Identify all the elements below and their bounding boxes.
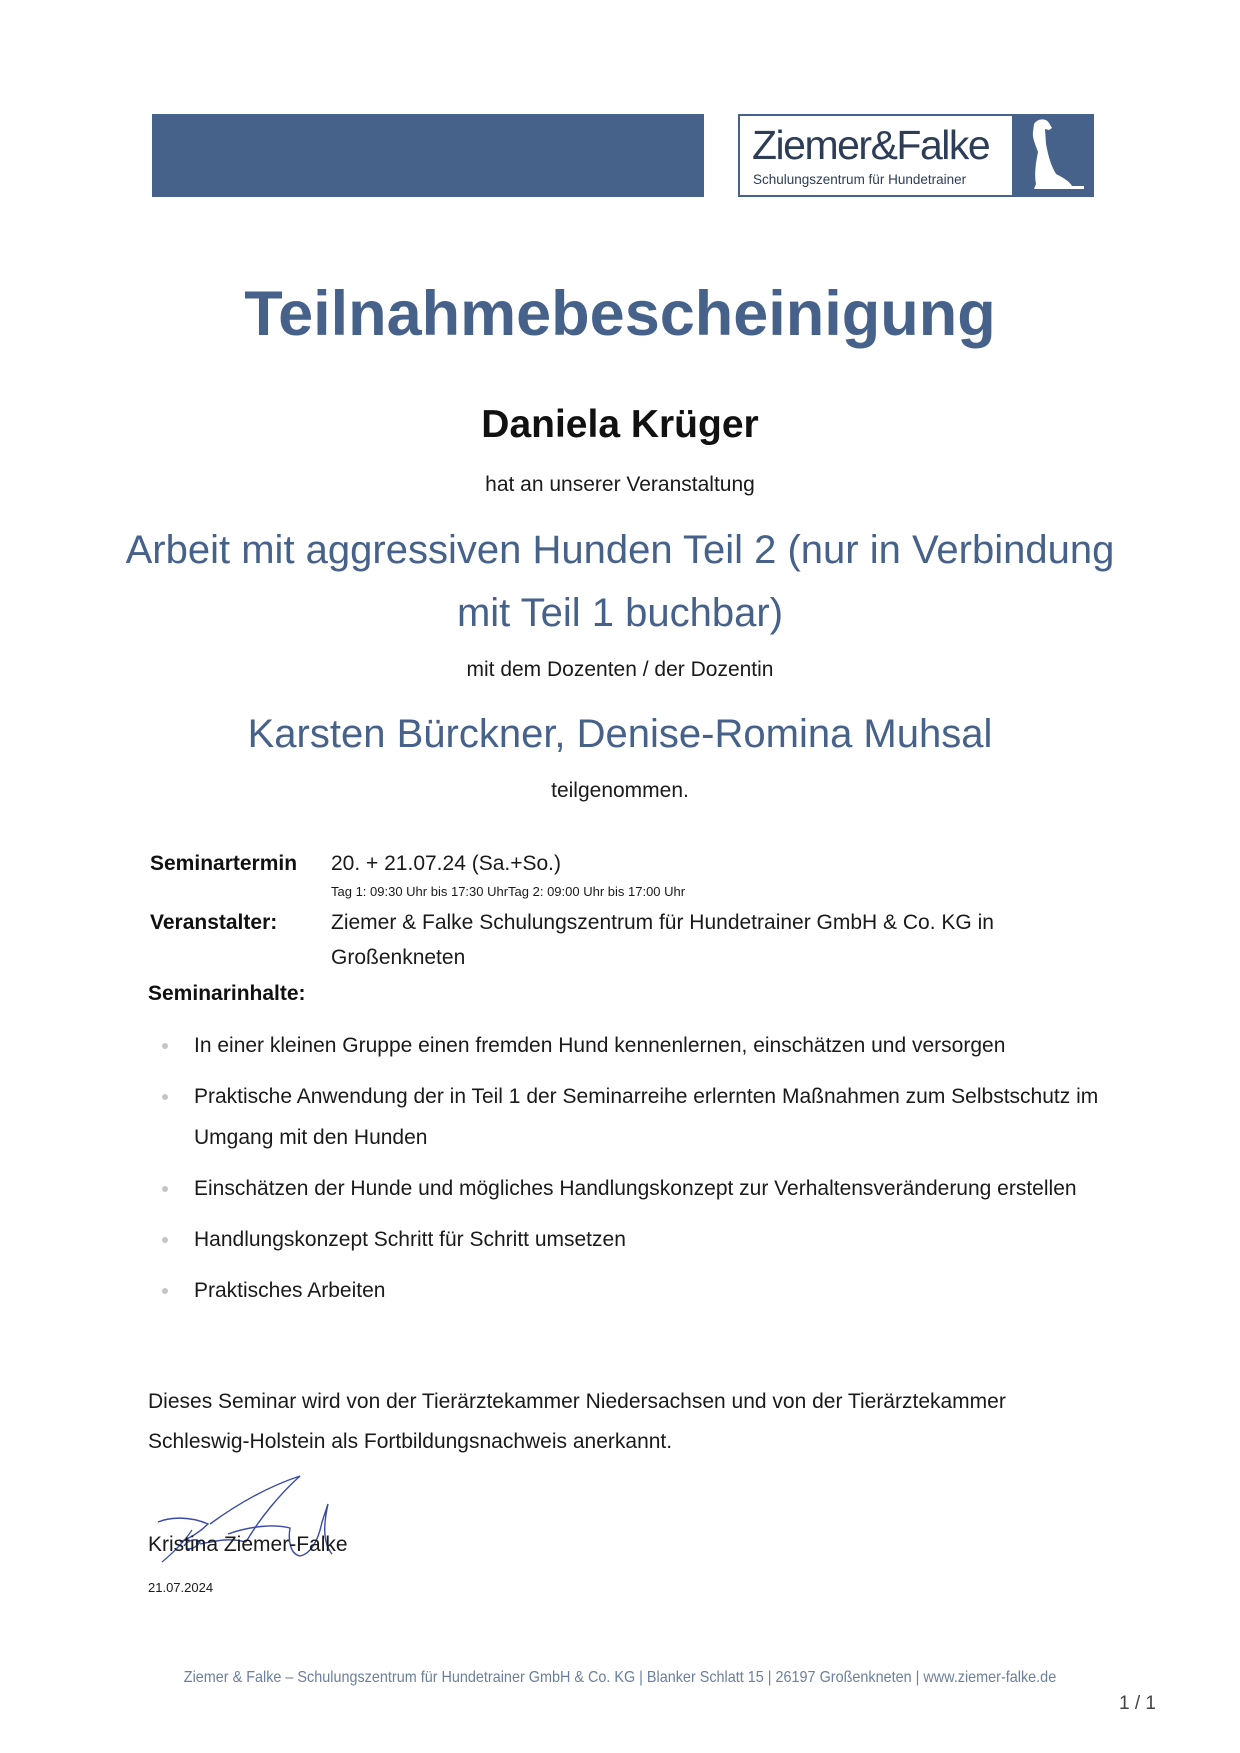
list-item: In einer kleinen Gruppe einen fremden Hund kennenlernen, einschätzen und versorgen <box>150 1025 1100 1066</box>
list-item: Handlungskonzept Schritt für Schritt umsetzen <box>150 1219 1100 1260</box>
list-item: Praktisches Arbeiten <box>150 1270 1100 1311</box>
list-item: Einschätzen der Hunde und mögliches Handlungskonzept zur Verhaltensveränderung erstellen <box>150 1168 1100 1209</box>
organizer-label: Veranstalter: <box>150 911 278 934</box>
page-title: Teilnahmebescheinigung <box>244 279 996 349</box>
participant-name: Daniela Krüger <box>481 403 759 446</box>
seminar-times: Tag 1: 09:30 Uhr bis 17:30 UhrTag 2: 09:00 Uhr bis 17:00 Uhr <box>331 884 686 899</box>
contents-label: Seminarinhalte: <box>148 982 306 1005</box>
outro-text: teilgenommen. <box>551 779 689 802</box>
seminar-date-label: Seminartermin <box>150 852 298 875</box>
course-title: Arbeit mit aggressiven Hunden Teil 2 (nur in Verbindung mit Teil 1 buchbar) <box>125 528 1115 635</box>
signer-name: Kristina Ziemer-Falke <box>148 1533 348 1556</box>
company-logo <box>738 114 1094 197</box>
logo-subtitle: Schulungszentrum für Hundetrainer <box>753 172 967 187</box>
dog-logo-icon <box>1012 116 1092 195</box>
intro-text: hat an unserer Veranstaltung <box>485 473 755 496</box>
page-number: 1 / 1 <box>1119 1693 1156 1714</box>
logo-name: Ziemer&Falke <box>752 122 990 168</box>
header-banner <box>152 114 704 197</box>
seminar-date-value: 20. + 21.07.24 (Sa.+So.) <box>331 852 561 875</box>
contents-list <box>150 1025 1100 1321</box>
signature-date: 21.07.2024 <box>148 1580 214 1595</box>
lecturer-intro: mit dem Dozenten / der Dozentin <box>466 658 774 681</box>
accreditation-note: Dieses Seminar wird von der Tierärztekammer Niedersachsen und von der Tierärztekammer Schleswig-Holstein als Fortbildungsnachweis anerkannt. <box>148 1390 1006 1453</box>
organizer-value: Ziemer & Falke Schulungszentrum für Hundetrainer GmbH & Co. KG in Großenkneten <box>331 911 994 969</box>
lecturer-names: Karsten Bürckner, Denise-Romina Muhsal <box>247 712 993 756</box>
footer-text: Ziemer & Falke – Schulungszentrum für Hundetrainer GmbH & Co. KG | Blanker Schlatt 15 | 26197 Großenkneten | www.ziemer-falke.de <box>183 1669 1057 1686</box>
list-item: Praktische Anwendung der in Teil 1 der Seminarreihe erlernten Maßnahmen zum Selbstschutz im Umgang mit den Hunden <box>150 1076 1100 1158</box>
